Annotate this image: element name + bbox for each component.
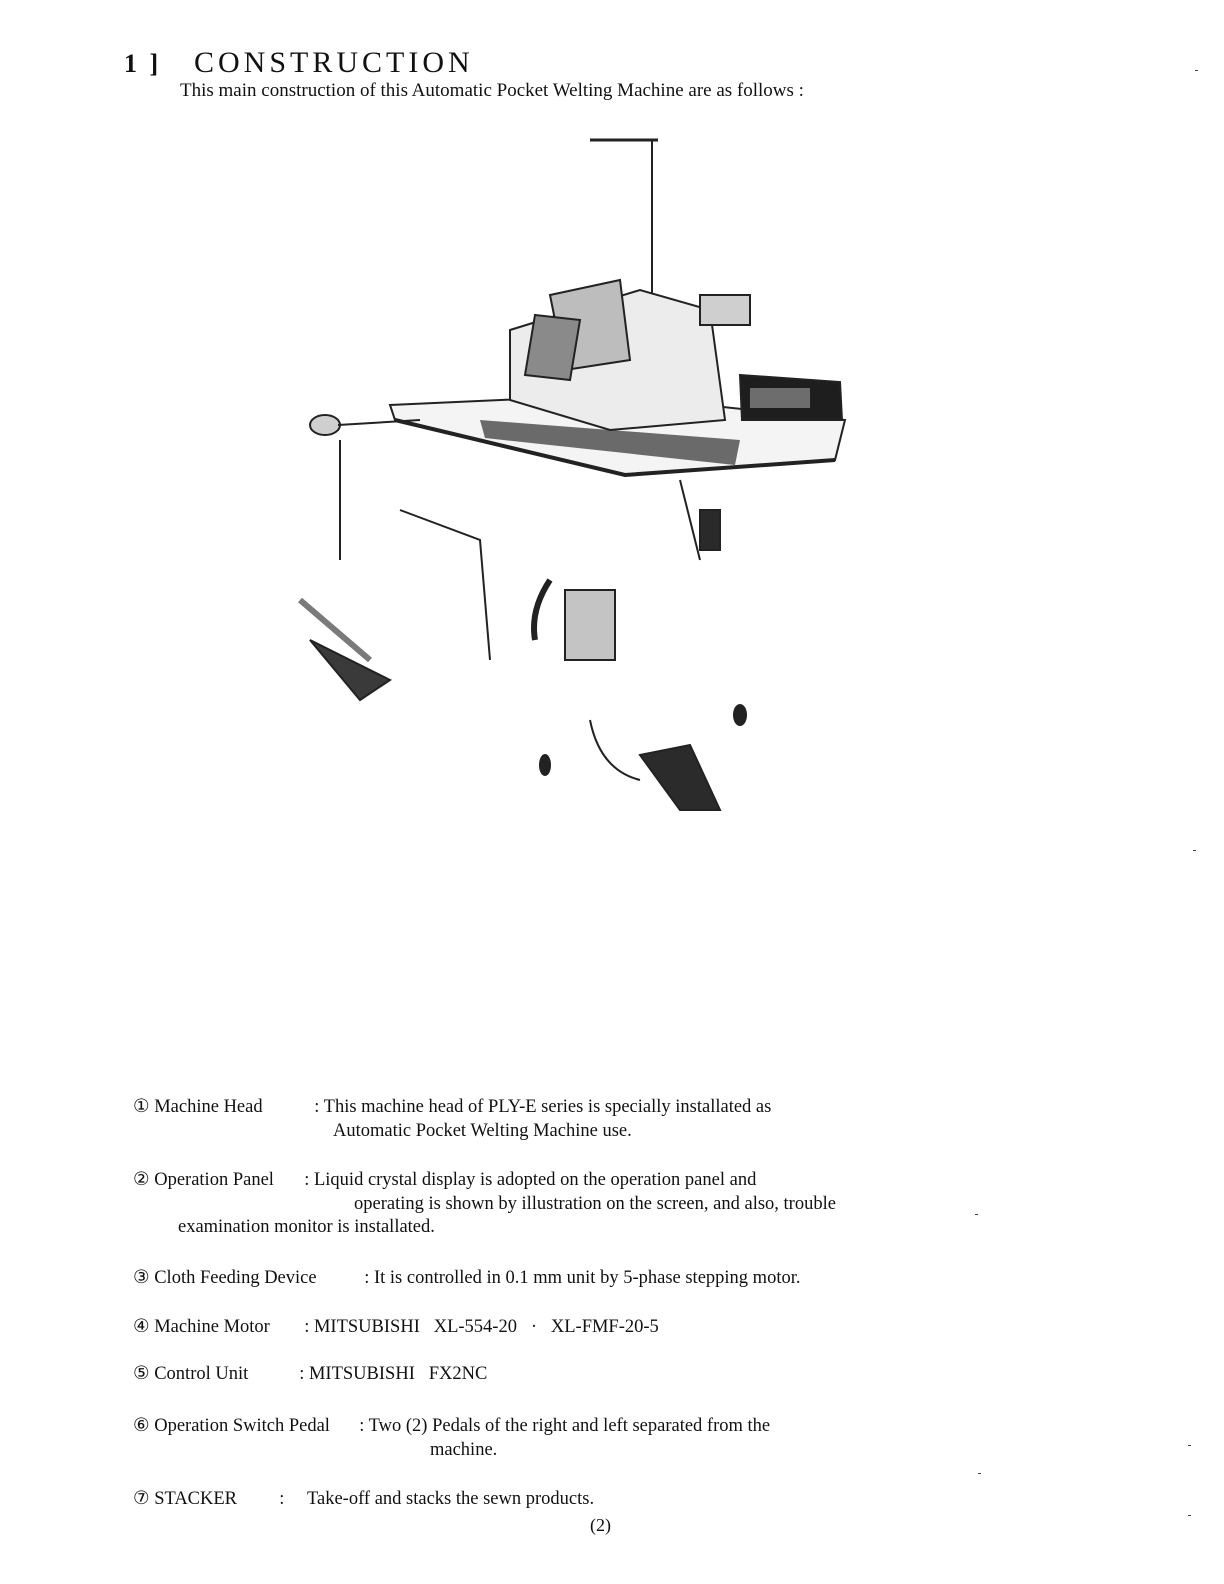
section-number: 1 ] bbox=[124, 49, 162, 78]
item-label: STACKER bbox=[154, 1489, 238, 1509]
item-separator: : bbox=[359, 1416, 365, 1436]
circled-number-6: ⑥ bbox=[133, 1416, 150, 1436]
item-description: It is controlled in 0.1 mm unit by 5-phase stepping motor. bbox=[373, 1268, 801, 1288]
scan-speck bbox=[1195, 70, 1198, 71]
item-description: This machine head of PLY-E series is specially installated as bbox=[323, 1097, 772, 1117]
item-label: Control Unit bbox=[154, 1364, 249, 1384]
list-item-stacker bbox=[133, 1487, 594, 1511]
circled-number-7: ⑦ bbox=[133, 1489, 150, 1509]
circled-number-2: ② bbox=[133, 1170, 150, 1190]
scan-speck bbox=[1188, 1445, 1191, 1446]
circled-number-5: ⑤ bbox=[133, 1364, 150, 1384]
item-separator: : bbox=[364, 1268, 370, 1288]
scan-speck bbox=[1188, 1515, 1191, 1516]
section-title: CONSTRUCTION bbox=[194, 46, 474, 79]
item-description: MITSUBISHI XL-554-20 · XL-FMF-20-5 bbox=[313, 1317, 659, 1337]
list-item-machine-head bbox=[133, 1095, 771, 1119]
item-description: Two (2) Pedals of the right and left separated from the bbox=[368, 1416, 771, 1436]
list-item-operation-switch-pedal bbox=[133, 1414, 770, 1438]
circled-number-4: ④ bbox=[133, 1317, 150, 1337]
item-description-continued: operating is shown by illustration on the screen, and also, trouble bbox=[354, 1194, 836, 1214]
circled-number-1: ① bbox=[133, 1097, 150, 1117]
item-description-continued: machine. bbox=[430, 1440, 498, 1460]
list-item-operation-panel bbox=[133, 1168, 756, 1192]
circled-number-3: ③ bbox=[133, 1268, 150, 1288]
item-description-continued-2: examination monitor is installated. bbox=[178, 1217, 435, 1237]
list-item-control-unit bbox=[133, 1362, 487, 1386]
scan-speck bbox=[975, 1214, 978, 1215]
scan-speck bbox=[1193, 850, 1196, 851]
item-description: Take-off and stacks the sewn products. bbox=[306, 1489, 595, 1509]
item-separator: : bbox=[279, 1489, 285, 1509]
page-number: (2) bbox=[590, 1515, 611, 1535]
machine-illustration bbox=[280, 120, 880, 860]
scan-speck bbox=[978, 1473, 981, 1474]
item-description-continued: Automatic Pocket Welting Machine use. bbox=[333, 1121, 632, 1141]
item-label: Machine Motor bbox=[154, 1317, 270, 1337]
item-separator: : bbox=[304, 1170, 310, 1190]
item-label: Cloth Feeding Device bbox=[154, 1268, 317, 1288]
item-label: Machine Head bbox=[154, 1097, 263, 1117]
list-item-machine-motor bbox=[133, 1315, 659, 1339]
item-label: Operation Switch Pedal bbox=[154, 1416, 330, 1436]
item-description: MITSUBISHI FX2NC bbox=[308, 1364, 488, 1384]
item-separator: : bbox=[314, 1097, 320, 1117]
list-item-cloth-feeding-device bbox=[133, 1266, 800, 1290]
item-description: Liquid crystal display is adopted on the operation panel and bbox=[313, 1170, 757, 1190]
section-heading bbox=[124, 46, 474, 80]
intro-text: This main construction of this Automatic Pocket Welting Machine are as follows : bbox=[180, 80, 804, 101]
item-separator: : bbox=[299, 1364, 305, 1384]
item-separator: : bbox=[304, 1317, 310, 1337]
item-label: Operation Panel bbox=[154, 1170, 274, 1190]
